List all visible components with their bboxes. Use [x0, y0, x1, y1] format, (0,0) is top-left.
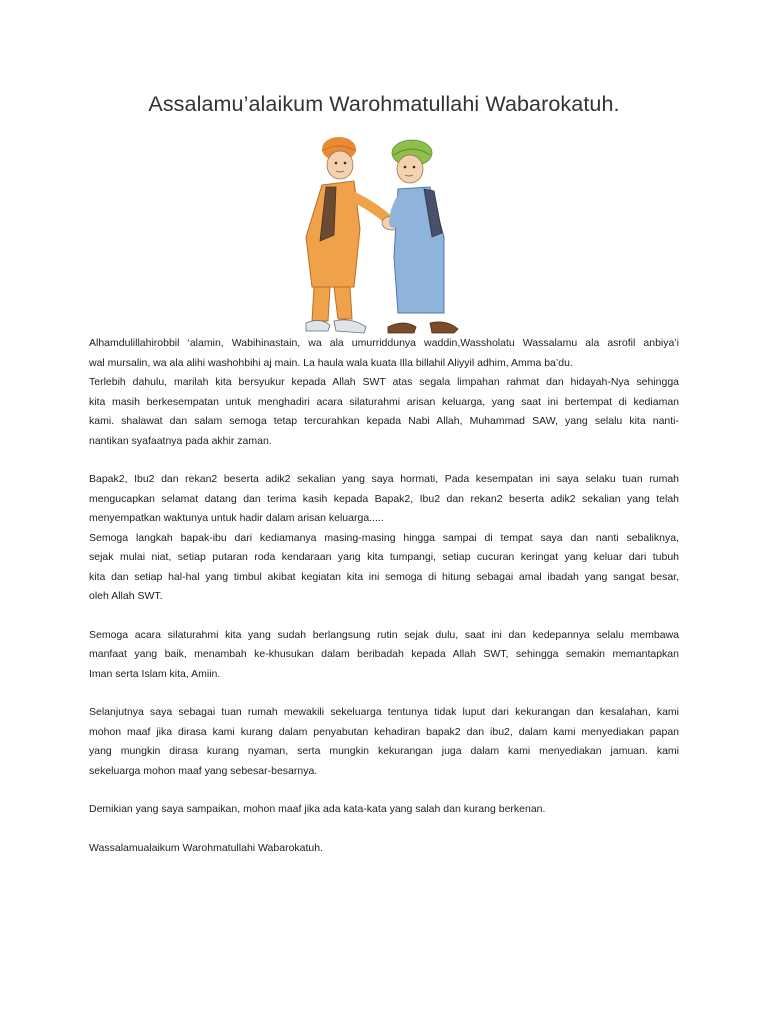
- paragraph: [89, 334, 679, 451]
- text-line: Demikian yang saya sampaikan, mohon maaf jika ada kata-kata yang salah dan kurang berkenan.: [89, 803, 546, 815]
- text-line: Bapak2, Ibu2 dan rekan2 beserta adik2 sekalian yang saya hormati, Pada kesempatan ini saya selaku tuan rumah: [89, 473, 679, 485]
- document-title: Assalamu’alaikum Warohmatullahi Wabarokatuh.: [148, 92, 620, 116]
- text-line: wal mursalin, wa ala alihi washohbihi aj main. La haula wala kuata Illa billahil Aliyyil adhim, Amma ba’du.: [89, 356, 573, 369]
- paragraph-gap: [89, 820, 679, 839]
- document-body: [89, 334, 679, 858]
- paragraph-gap: [89, 781, 679, 800]
- text-line: nantikan syafaatnya pada akhir zaman.: [89, 434, 272, 447]
- text-line: Semoga acara silaturahmi kita yang sudah berlangsung rutin sejak dulu, saat ini dan kedepannya selalu membawa: [89, 628, 679, 641]
- text-line: Terlebih dahulu, marilah kita bersyukur kepada Allah SWT atas segala limpahan rahmat dan hidayah-Nya sehingga: [89, 376, 679, 388]
- text-line: Selanjutnya saya sebagai tuan rumah mewakili sekeluarga tentunya tidak luput dari kekurangan dan kesalahan, kami: [89, 706, 679, 718]
- text-line: manfaat yang baik, menambah ke-khusukan dalam beribadah kepada Allah SWT, sehingga semakin memantapkan: [89, 648, 679, 660]
- paragraph: [89, 470, 679, 607]
- paragraph-gap: [89, 684, 679, 703]
- paragraph-gap: [89, 451, 679, 470]
- text-line: menyempatkan waktunya untuk hadir dalam arisan keluarga.....: [89, 512, 384, 524]
- paragraph-gap: [89, 607, 679, 626]
- text-line: kami. shalawat dan salam semoga tetap tercurahkan kepada Nabi Allah, Muhammad SAW, yang selalu kita nanti-: [89, 415, 679, 427]
- paragraph: [89, 839, 679, 859]
- paragraph: [89, 703, 679, 781]
- paragraph: [89, 800, 679, 820]
- text-line: Semoga langkah bapak-ibu dari kediamanya masing-masing hingga sampai di tempat saya dan nanti sebaliknya,: [89, 531, 679, 544]
- text-line: Iman serta Islam kita, Amiin.: [89, 667, 221, 680]
- text-line: Wassalamualaikum Warohmatullahi Wabarokatuh.: [89, 841, 324, 854]
- two-boys-shaking-hands-illustration: [294, 137, 474, 337]
- text-line: kita dan setiap hal-hal yang timbul akibat kegiatan kita ini semoga di hitung sebagai amal ibadah yang sangat besar,: [89, 570, 679, 583]
- text-line: yang mungkin dirasa kurang nyaman, serta mungkin kekurangan juga dalam kami menyediakan jamuan. kami: [89, 745, 679, 757]
- text-line: sekeluarga mohon maaf yang sebesar-besarnya.: [89, 764, 318, 777]
- text-line: mohon maaf jika dirasa kami kurang dalam penyabutan kehadiran bapak2 dan ibu2, dalam kami menyediakan papan: [89, 725, 679, 738]
- paragraph: [89, 626, 679, 685]
- text-line: mengucapkan selamat datang dan terima kasih kepada Bapak2, Ibu2 dan rekan2 beserta adik2 sekalian yang telah: [89, 492, 679, 505]
- text-line: kita masih berkesempatan untuk menghadiri acara silaturahmi arisan keluarga, yang saat ini bertempat di kediaman: [89, 395, 679, 408]
- text-line: Alhamdulillahirobbil ‘alamin, Wabihinastain, wa ala umurriddunya waddin,Wassholatu Wassalamu ala asrofil anbiya’i: [89, 337, 679, 349]
- text-line: sejak mulai niat, setiap putaran roda kendaraan yang kita tumpangi, setiap cucuran keringat yang keluar dari tubuh: [89, 551, 679, 563]
- text-line: oleh Allah SWT.: [89, 590, 163, 602]
